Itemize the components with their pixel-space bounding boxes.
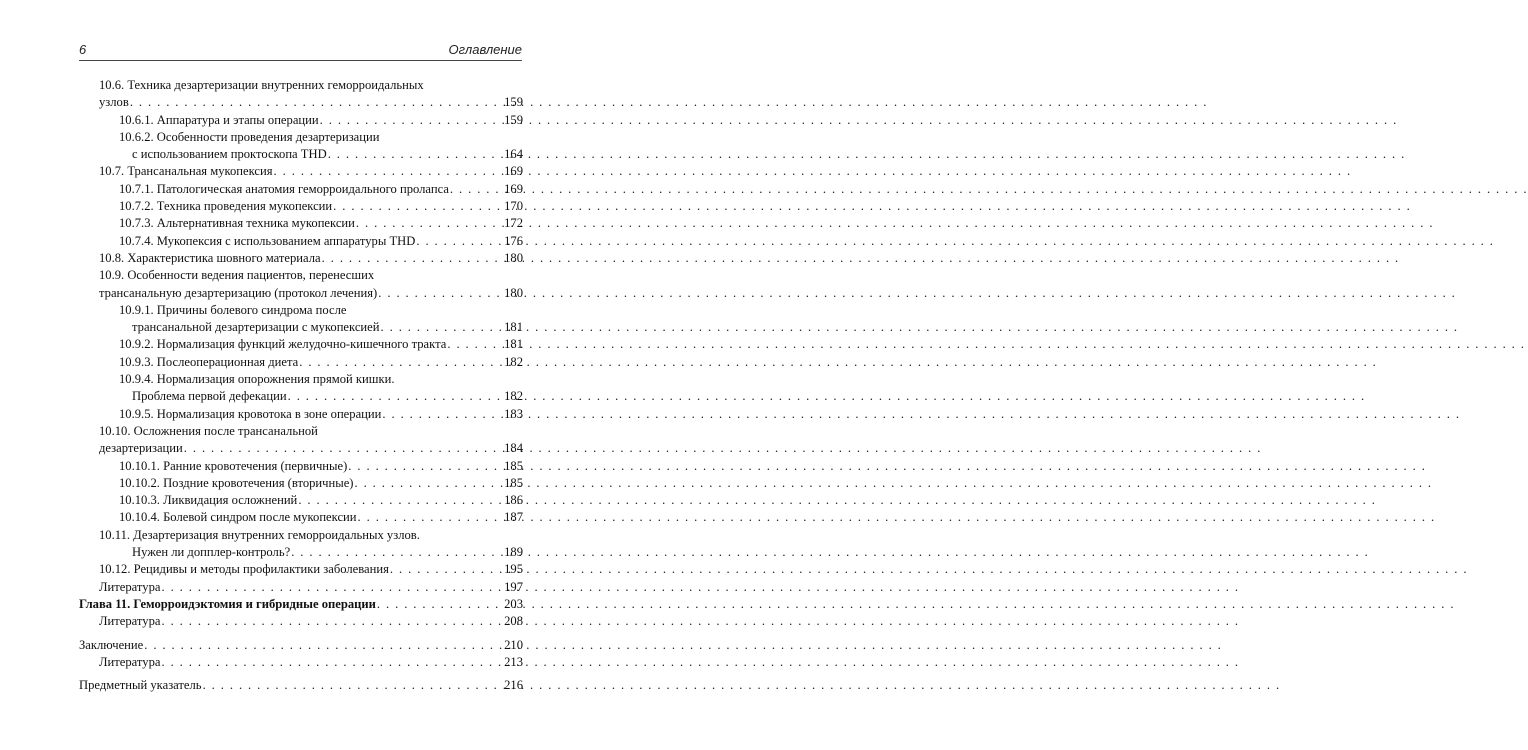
toc-page-number: 172 [504, 216, 523, 231]
toc-entry-title: узлов [99, 95, 129, 110]
dot-leader [416, 233, 503, 250]
toc-entry-title: с использованием проктоскопа THD [132, 147, 327, 162]
dot-leader [161, 613, 503, 630]
toc-entry-10-9-1-cont[interactable] [79, 319, 523, 336]
toc-page-number: 184 [504, 441, 523, 456]
dot-leader [298, 492, 503, 509]
toc-entry-title: 10.8. Характеристика шовного материала [99, 250, 321, 265]
toc-entry-10-6[interactable] [79, 77, 523, 94]
toc-page-number: 180 [504, 250, 523, 265]
toc-entry-title: трансанальной дезартеризации с мукопексией [132, 320, 380, 335]
toc-entry-10-6-2-cont[interactable] [79, 146, 523, 163]
toc-entry-title: 10.9.3. Послеоперационная диета [119, 354, 299, 369]
dot-leader [382, 406, 503, 423]
toc-page-number: 183 [504, 406, 523, 421]
toc-entry-title: 10.7.2. Техника проведения мукопексии [119, 199, 333, 214]
toc-entry-10-7-4[interactable] [79, 233, 523, 250]
toc-entry-10-9-4[interactable] [79, 371, 523, 388]
dot-leader [348, 458, 503, 475]
toc-entry-title: Проблема первой дефекации [132, 389, 287, 404]
toc-page-number: 182 [504, 354, 523, 369]
dot-leader [161, 579, 503, 596]
toc-page-number: 169 [504, 164, 523, 179]
toc-entry-title: 10.9.5. Нормализация кровотока в зоне операции [119, 406, 382, 421]
toc-entry-title: 10.12. Рецидивы и методы профилактики заболевания [99, 562, 389, 577]
toc-entry-10-7-3[interactable] [79, 215, 523, 232]
dot-leader [356, 215, 503, 232]
dot-leader [184, 440, 503, 457]
dot-leader [390, 561, 503, 578]
toc-entry-10-6-1[interactable] [79, 112, 523, 129]
table-of-contents [79, 77, 523, 694]
toc-entry-literature-ch10[interactable] [79, 579, 523, 596]
toc-page-number: 180 [504, 285, 523, 300]
toc-entry-chapter-11[interactable] [79, 596, 523, 613]
toc-entry-title: 10.10.4. Болевой синдром после мукопексии [119, 510, 357, 525]
toc-entry-literature-conclusion[interactable] [79, 654, 523, 671]
toc-page-number: 181 [504, 337, 523, 352]
toc-entry-10-12[interactable] [79, 561, 523, 578]
toc-page-number: 189 [504, 545, 523, 560]
dot-leader [144, 637, 503, 654]
toc-page-number: 203 [504, 596, 523, 611]
toc-entry-10-11[interactable] [79, 527, 523, 544]
dot-leader [320, 112, 503, 129]
toc-page-number: 210 [504, 637, 523, 652]
toc-page-number: 186 [504, 493, 523, 508]
toc-entry-title: Заключение [79, 637, 144, 652]
toc-entry-title: 10.9.2. Нормализация функций желудочно-кишечного тракта [119, 337, 447, 352]
toc-entry-10-8[interactable] [79, 250, 523, 267]
toc-entry-title: 10.11. Дезартеризация внутренних геморроидальных узлов. [99, 527, 420, 542]
page-number: 6 [79, 42, 87, 57]
toc-entry-10-10-1[interactable] [79, 458, 523, 475]
toc-entry-title: Литература [99, 614, 161, 629]
dot-leader [354, 475, 503, 492]
toc-entry-10-10-3[interactable] [79, 492, 523, 509]
toc-entry-10-9-1[interactable] [79, 302, 523, 319]
toc-entry-10-9-2[interactable] [79, 336, 523, 353]
toc-entry-title: 10.7.4. Мукопексия с использованием аппаратуры THD [119, 233, 416, 248]
toc-page-number: 197 [504, 579, 523, 594]
header-rule [79, 60, 522, 61]
toc-entry-10-9-5[interactable] [79, 406, 523, 423]
toc-entry-10-10-2[interactable] [79, 475, 523, 492]
toc-page-number: 185 [504, 458, 523, 473]
toc-entry-title: 10.6.2. Особенности проведения дезартеризации [119, 129, 380, 144]
toc-entry-title: 10.10.3. Ликвидация осложнений [119, 493, 298, 508]
dot-leader [447, 336, 503, 353]
toc-entry-subject-index[interactable] [79, 677, 523, 694]
dot-leader [358, 509, 504, 526]
toc-page-number: 169 [504, 181, 523, 196]
dot-leader [328, 146, 503, 163]
toc-entry-10-10-cont[interactable] [79, 440, 523, 457]
toc-entry-10-7[interactable] [79, 163, 523, 180]
toc-page-number: 213 [504, 654, 523, 669]
toc-entry-10-6-2[interactable] [79, 129, 523, 146]
toc-entry-title: 10.6. Техника дезартеризации внутренних геморроидальных [99, 78, 424, 92]
toc-entry-10-7-2[interactable] [79, 198, 523, 215]
toc-entry-conclusion[interactable] [79, 637, 523, 654]
toc-entry-title: 10.9. Особенности ведения пациентов, перенесших [99, 268, 375, 283]
toc-entry-10-10[interactable] [79, 423, 523, 440]
dot-leader [322, 250, 503, 267]
toc-page-number: 164 [504, 147, 523, 162]
toc-page-number: 170 [504, 199, 523, 214]
toc-entry-10-7-1[interactable] [79, 181, 523, 198]
toc-page-number: 208 [504, 614, 523, 629]
toc-entry-title: трансанальную дезартеризацию (протокол лечения) [99, 285, 378, 300]
dot-leader [378, 285, 503, 302]
toc-page-number: 216 [504, 678, 523, 693]
dot-leader [291, 544, 503, 561]
toc-page-number: 176 [504, 233, 523, 248]
toc-page-number: 181 [504, 320, 523, 335]
toc-entry-title: дезартеризации [99, 441, 183, 456]
toc-entry-10-9-cont[interactable] [79, 285, 523, 302]
toc-entry-title: 10.7. Трансанальная мукопексия [99, 164, 273, 179]
toc-entry-10-10-4[interactable] [79, 509, 523, 526]
toc-entry-title: 10.7.1. Патологическая анатомия геморроидального пролапса [119, 181, 449, 196]
dot-leader [299, 354, 503, 371]
running-title: Оглавление [448, 42, 522, 57]
dot-leader [377, 596, 503, 613]
toc-entry-10-9-4-cont[interactable] [79, 388, 523, 405]
dot-leader [288, 388, 504, 405]
dot-leader [450, 181, 503, 198]
toc-entry-title: 10.6.1. Аппаратура и этапы операции [119, 112, 319, 127]
toc-entry-10-9[interactable] [79, 267, 523, 284]
toc-entry-title: 10.10.1. Ранние кровотечения (первичные) [119, 458, 348, 473]
toc-page-number: 185 [504, 475, 523, 490]
toc-entry-10-6-cont[interactable] [79, 94, 523, 111]
dot-leader [333, 198, 503, 215]
toc-page-number: 159 [504, 95, 523, 110]
toc-page-number: 187 [504, 510, 523, 525]
toc-entry-title: Литература [99, 579, 161, 594]
toc-page-number: 182 [504, 389, 523, 404]
toc-entry-title: 10.7.3. Альтернативная техника мукопексии [119, 216, 355, 231]
dot-leader [381, 319, 504, 336]
toc-entry-literature-ch11[interactable] [79, 613, 523, 630]
toc-entry-title: Нужен ли допплер-контроль? [132, 545, 291, 560]
toc-page-number: 159 [504, 112, 523, 127]
toc-entry-title: Литература [99, 654, 161, 669]
toc-entry-title: 10.9.4. Нормализация опорожнения прямой кишки. [119, 372, 395, 387]
toc-entry-title: 10.10.2. Поздние кровотечения (вторичные) [119, 475, 354, 490]
toc-entry-10-11-cont[interactable] [79, 544, 523, 561]
toc-entry-title: 10.9.1. Причины болевого синдрома после [119, 302, 347, 317]
dot-leader [274, 163, 504, 180]
toc-entry-title: Предметный указатель [79, 678, 202, 693]
dot-leader [203, 677, 504, 694]
toc-entry-title: 10.10. Осложнения после трансанальной [99, 423, 318, 438]
toc-entry-10-9-3[interactable] [79, 354, 523, 371]
toc-entry-title: Глава 11. Геморроидэктомия и гибридные операции [79, 596, 376, 611]
dot-leader [161, 654, 503, 671]
toc-page-number: 195 [504, 562, 523, 577]
page-header [79, 40, 522, 62]
dot-leader [130, 94, 503, 111]
